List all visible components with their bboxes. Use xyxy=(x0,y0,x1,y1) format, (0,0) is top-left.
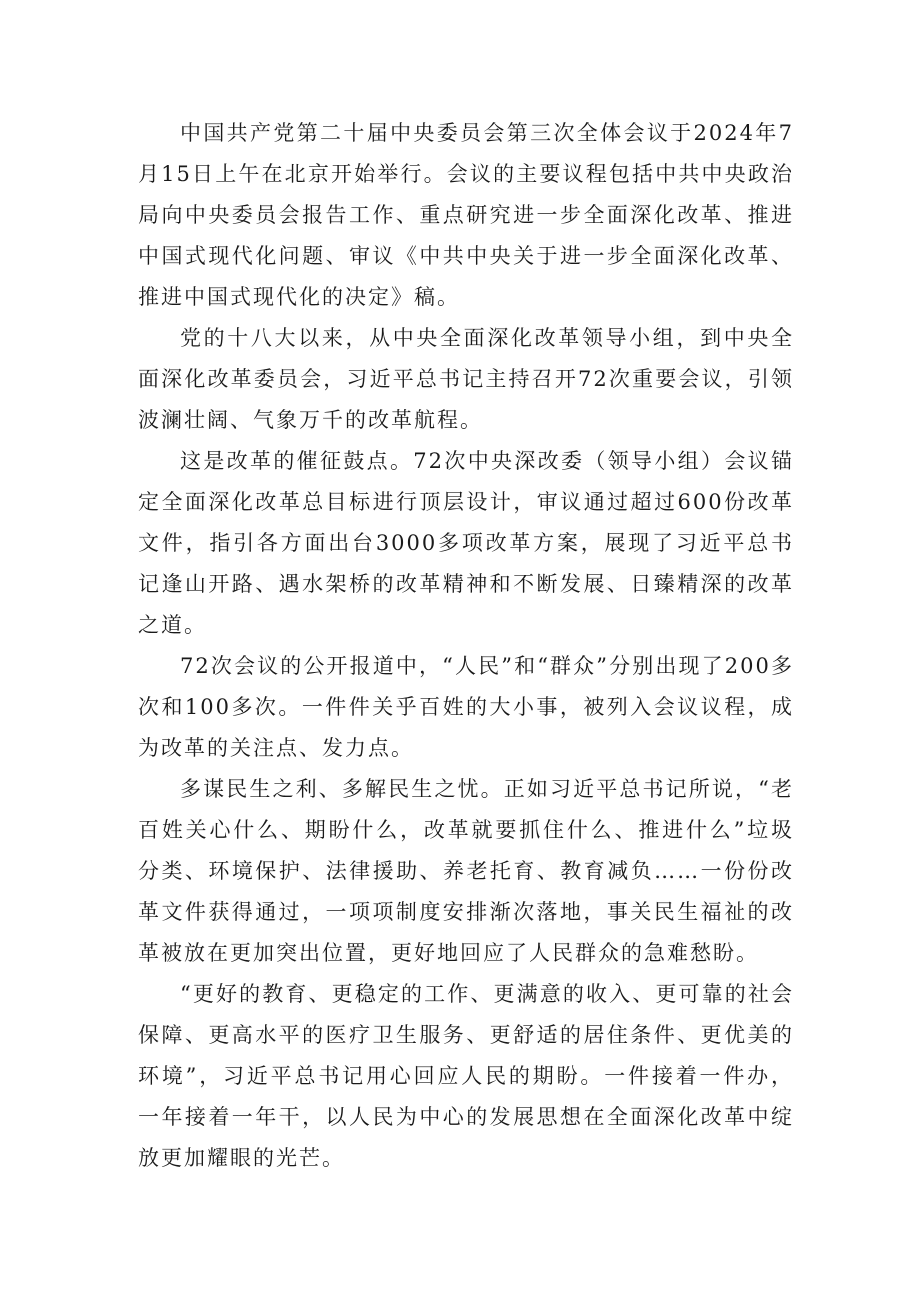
paragraph-2: 党的十八大以来，从中央全面深化改革领导小组，到中央全面深化改革委员会，习近平总书记主持召开72次重要会议，引领波澜壮阔、气象万千的改革航程。 xyxy=(138,326,794,432)
paragraph-1: 中国共产党第二十届中央委员会第三次全体会议于2024年7月15日上午在北京开始举行。会议的主要议程包括中共中央政治局向中央委员会报告工作、重点研究进一步全面深化改革、推进中国式现代化问题、审议《中共中央关于进一步全面深化改革、推进中国式现代化的决定》稿。 xyxy=(138,121,794,309)
paragraph-6: “更好的教育、更稳定的工作、更满意的收入、更可靠的社会保障、更高水平的医疗卫生服务、更舒适的居住条件、更优美的环境”，习近平总书记用心回应人民的期盼。一件接着一件办，一年接着一年干，以人民为中心的发展思想在全面深化改革中绽放更加耀眼的光芒。 xyxy=(138,982,794,1170)
document-body xyxy=(138,113,794,1179)
paragraph-4: 72次会议的公开报道中，“人民”和“群众”分别出现了200多次和100多次。一件件关乎百姓的大小事，被列入会议议程，成为改革的关注点、发力点。 xyxy=(138,654,794,760)
paragraph-5: 多谋民生之利、多解民生之忧。正如习近平总书记所说，“老百姓关心什么、期盼什么，改革就要抓住什么、推进什么”垃圾分类、环境保护、法律援助、养老托育、教育减负……一份份改革文件获得通过，一项项制度安排渐次落地，事关民生福祉的改革被放在更加突出位置，更好地回应了人民群众的急难愁盼。 xyxy=(138,777,794,965)
paragraph-3: 这是改革的催征鼓点。72次中央深改委（领导小组）会议锚定全面深化改革总目标进行顶层设计，审议通过超过600份改革文件，指引各方面出台3000多项改革方案，展现了习近平总书记逢山开路、遇水架桥的改革精神和不断发展、日臻精深的改革之道。 xyxy=(138,449,794,637)
